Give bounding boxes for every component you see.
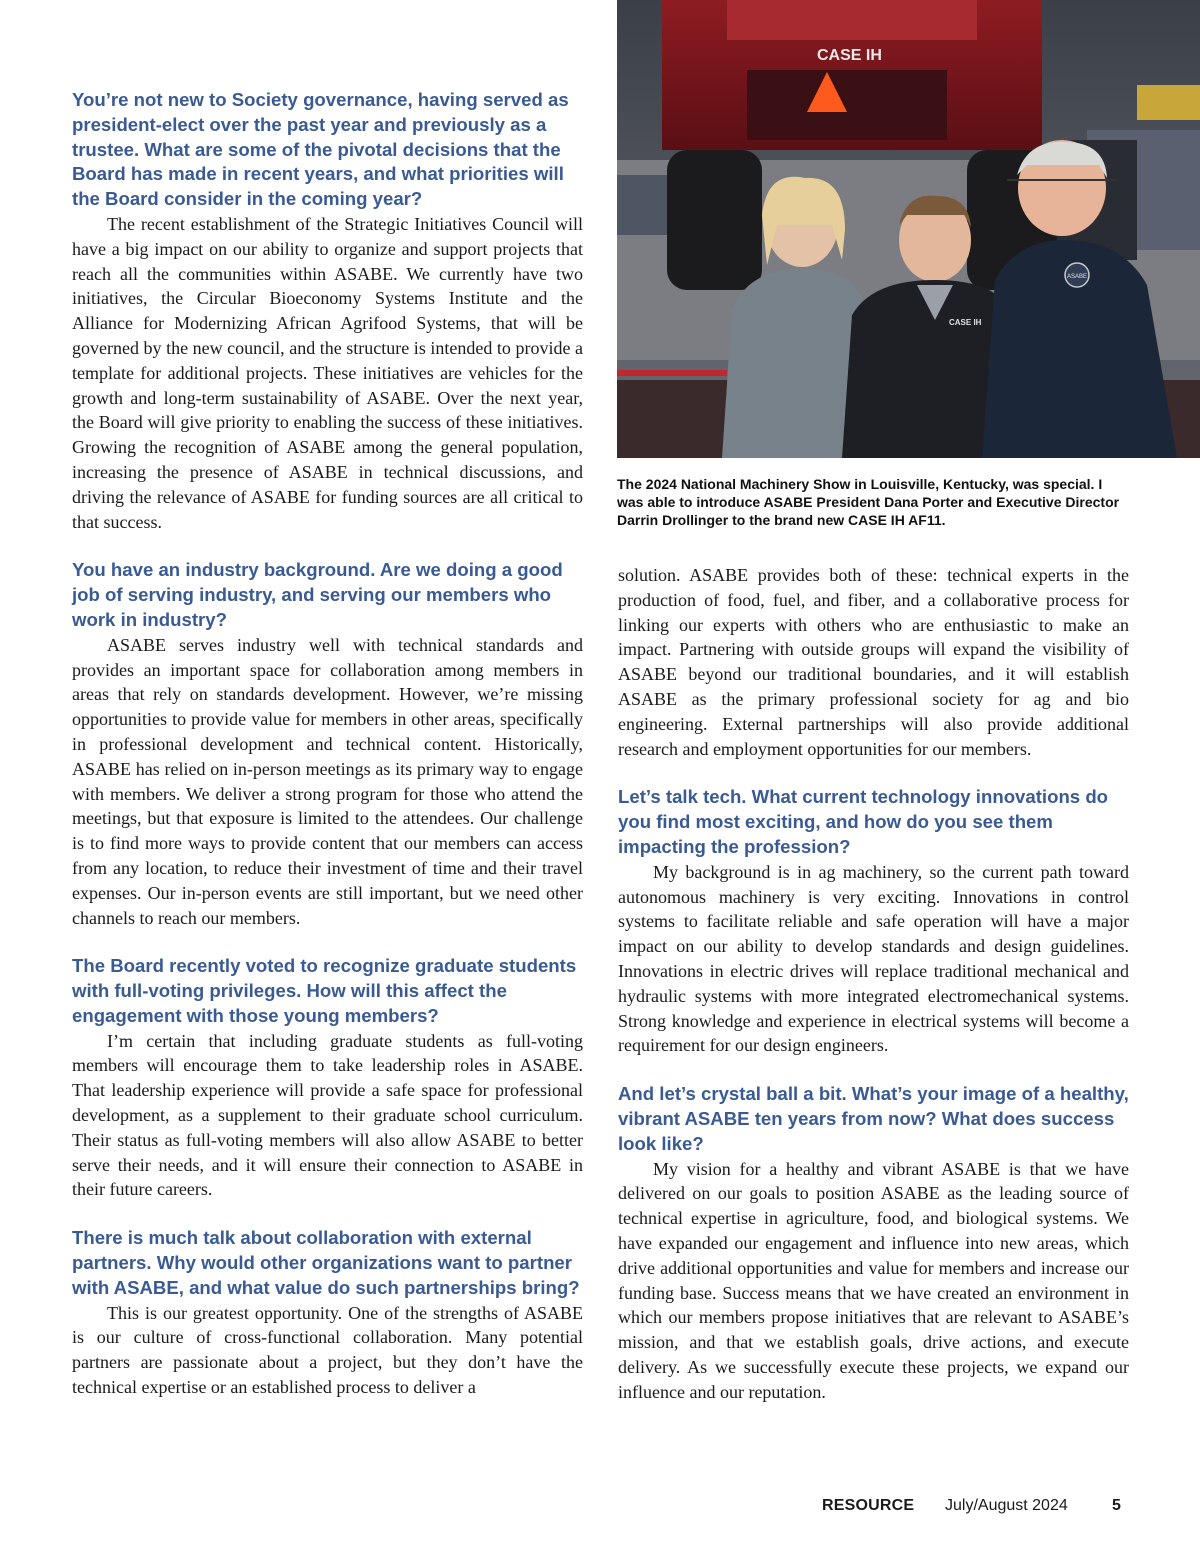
answer-industry: ASABE serves industry well with technical standards and provides an important space for collaboration among members in areas that rely on standards development. However, we’re missing opportunities to provide value for members in other areas, specifically in professional development and technical content. Historically, ASABE has relied on in-person meetings as its primary way to engage with members. We deliver a strong program for those who attend the meetings, but that exposure is limited to the attendees. Our challenge is to find more ways to provide content that our members can access from any location, to reduce their investment of time and their travel expenses. Our in-person events are still important, but we need other channels to reach our members. <box>72 634 583 928</box>
question-graduate-students: The Board recently voted to recognize graduate students with full-voting privileges. How will this affect the engagement with those young members? <box>72 955 577 1026</box>
photo-illustration <box>617 0 1200 458</box>
question-governance: You’re not new to Society governance, having served as president-elect over the past year and previously as a trustee. What are some of the pivotal decisions that the Board has made in recent years, and what priorities will the Board consider in the coming year? <box>72 89 569 210</box>
answer-future: My vision for a healthy and vibrant ASABE is that we have delivered on our goals to position ASABE as the leading source of technical expertise in agriculture, food, and biological systems. We have expanded our engagement and influence into new areas, which drive additional opportunities and value for members and increase our funding base. Success means that we have created an environment in which our members propose initiatives that are relevant to ASABE’s mission, and that we establish goals, drive actions, and execute delivery. As we successfully execute these projects, we expand our influence and our reputation. <box>618 1158 1129 1402</box>
publication-name: RESOURCE <box>822 1497 915 1514</box>
page-footer <box>0 1497 1200 1519</box>
machinery-show-photo <box>617 0 1200 458</box>
page-number: 5 <box>1112 1497 1121 1514</box>
answer-graduate-students: I’m certain that including graduate students as full-voting members will encourage them to take leadership roles in ASABE. That leadership experience will provide a safe space for professional development, as a supplement to their graduate school curriculum. Their status as full-voting members will also allow ASABE to better serve their needs, and it will ensure their connection to ASABE in their future careers. <box>72 1030 583 1200</box>
svg-text:CASE IH: CASE IH <box>949 318 982 327</box>
question-future: And let’s crystal ball a bit. What’s your image of a healthy, vibrant ASABE ten years from now? What does success look like? <box>618 1083 1129 1154</box>
photo-caption: The 2024 National Machinery Show in Louisville, Kentucky, was special. I was able to introduce ASABE President Dana Porter and Executive Director Darrin Drollinger to the brand new CASE IH AF11. <box>617 476 1120 528</box>
issue-date: July/August 2024 <box>945 1497 1068 1514</box>
svg-text:ASABE: ASABE <box>1067 274 1088 280</box>
answer-partners-continued: solution. ASABE provides both of these: technical experts in the production of food, fuel, and fiber, and a collaborative process for linking our experts with others who are enthusiastic to make an impact. Partnering with outside groups will expand the visibility of ASABE beyond our traditional boundaries, and it will establish ASABE as the primary professional society for ag and bio engineering. External partnerships will also provide additional research and employment opportunities for our members. <box>618 565 1129 759</box>
question-partners: There is much talk about collaboration with external partners. Why would other organizations want to partner with ASABE, and what value do such partnerships bring? <box>72 1227 580 1298</box>
question-technology: Let’s talk tech. What current technology innovations do you find most exciting, and how do you see them impacting the profession? <box>618 786 1109 857</box>
question-industry: You have an industry background. Are we doing a good job of serving industry, and serving our members who work in industry? <box>72 559 563 630</box>
answer-technology: My background is in ag machinery, so the current path toward autonomous machinery is very exciting. Innovations in control systems to facilitate reliable and safe operation will have a major impact on our ability to develop standards and design guidelines. Innovations in electric drives will replace traditional mechanical and hydraulic systems with more integrated electromechanical systems. Strong knowledge and experience in electrical systems will become a requirement for our design engineers. <box>618 861 1129 1056</box>
answer-partners: This is our greatest opportunity. One of the strengths of ASABE is our culture of cross-functional collaboration. Many potential partners are passionate about a project, but they don’t have the technical expertise or an established process to deliver a <box>72 1302 583 1398</box>
left-column <box>72 88 583 1400</box>
case-ih-logo: CASE IH <box>817 47 882 64</box>
answer-governance: The recent establishment of the Strategic Initiatives Council will have a big impact on our ability to organize and support projects that reach all the communities within ASABE. We currently have two initiatives, the Circular Bioeconomy Systems Institute and the Alliance for Modernizing African Agrifood Systems, that will be governed by the new council, and the structure is intended to provide a template for additional projects. These initiatives are vehicles for the growth and long-term sustainability of ASABE. Over the next year, the Board will give priority to enabling the success of these initiatives. Growing the recognition of ASABE among the general population, increasing the presence of ASABE in technical discussions, and driving the relevance of ASABE for funding sources are all critical to that success. <box>72 213 583 532</box>
right-column <box>618 563 1129 1405</box>
